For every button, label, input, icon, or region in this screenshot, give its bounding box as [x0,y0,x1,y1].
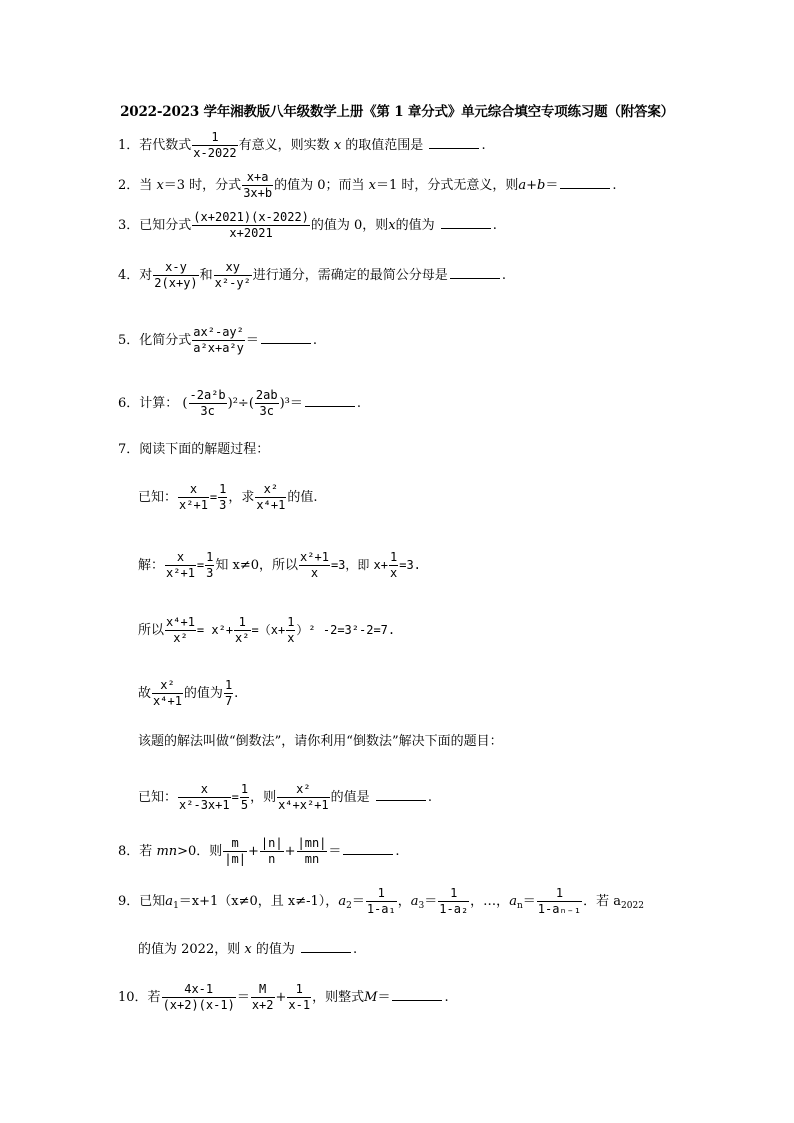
answer-blank[interactable] [392,999,442,1001]
question-3: 3．已知分式 $\frac{(x+2021)(x-2022)}{x+2021}$ 的值为 0，则x的值为 . [118,210,497,240]
question-7: 7．阅读下面的解题过程： [118,442,270,457]
q6-fraction-2: $\frac{2ab}{3c}$ [255,388,278,418]
question-9-line-2: 的值为 2022，则 x 的值为 . [138,942,358,957]
q2-fraction: $\frac{x+a}{3x+b}$ [243,170,273,200]
answer-blank[interactable] [305,405,355,407]
q1-number: 1． [118,138,140,153]
answer-blank[interactable] [450,277,500,279]
answer-blank[interactable] [429,147,479,149]
question-4: 4．对 $\frac{x-y}{2(x+y)}$ 和 $\frac{xy}{\text{x²-y²}}$ 进行通分，需确定的最简公分母是 . [118,260,506,290]
q7-method: 该题的解法叫做“倒数法”，请你利用“倒数法”解决下面的题目： [138,734,503,749]
q4-fraction-1: $\frac{x-y}{2(x+y)}$ [154,260,198,290]
answer-blank[interactable] [261,342,311,344]
answer-blank[interactable] [560,187,610,189]
q1-fraction: $\frac{1}{x-2022}$ [193,130,237,160]
question-8: 8．若 mn>0．则 $\frac{m}{|m|}$ + $\frac{|n|}{n}$ + $\frac{|mn|}{mn}$ ＝ . [118,836,400,866]
question-10: 10．若 $\frac{4x-1}{(x+2)(x-1)}$ ＝ $\frac{M}{x+2}$ + $\frac{1}{x-1}$ ，则整式M＝ . [118,982,449,1012]
q7-exercise: 已知： $\frac{x}{\text{x²-3x+1}}$ = $\frac{1}{5}$ ，则 $\frac{\text{x²}}{\text{x⁴+x²+1}}$ 的值是 . [138,782,432,812]
answer-blank[interactable] [376,799,426,801]
page-title: 2022-2023 学年湘教版八年级数学上册《第 1 章分式》单元综合填空专项练习题（附答案） [120,104,674,120]
question-6: 6．计算： ( $\frac{\text{-2a²b}}{3c}$ )²÷( $\frac{2ab}{3c}$ )³＝ . [118,388,362,418]
question-9: 9．已知$a_1=x+1(x\ne 0$，且 x≠-1），$a_2=$ $\frac{1}{\text{1-a₁}}$ ，$a_3=$ $\frac{1}{\text{1-a₂}}$ ，…，$a_n=$ $\frac{1}{\text{1-aₙ₋₁}}$ ．若 $a_{2022}$ [118,886,644,916]
q7-solution: 解： $\frac{x}{\text{x²+1}}$ = $\frac{1}{3}$ 知 x≠0，所以 $\frac{\text{x²+1}}{x}$ =3，即 x+ $\frac{1}{x}$ =3. [138,550,421,580]
question-1: 1．若代数式 $\frac{1}{x-2022}$ 有意义，则实数 x 的取值范围是 . [118,130,486,160]
answer-blank[interactable] [301,951,351,953]
answer-blank[interactable] [343,853,393,855]
q5-fraction: $\frac{\text{ax²-ay²}}{\text{a²x+a²y}}$ [193,325,244,355]
question-5: 5．化简分式 $\frac{\text{ax²-ay²}}{\text{a²x+a²y}}$ ＝ . [118,325,318,355]
q7-thus: 故 $\frac{\text{x²}}{\text{x⁴+1}}$ 的值为 $\frac{1}{7}$ . [138,678,239,708]
q6-fraction-1: $\frac{\text{-2a²b}}{3c}$ [189,388,226,418]
q7-given: 已知： $\frac{x}{\text{x²+1}}$ = $\frac{1}{3}$ ，求 $\frac{\text{x²}}{\text{x⁴+1}}$ 的值. [138,482,318,512]
q3-fraction: $\frac{(x+2021)(x-2022)}{x+2021}$ [193,210,309,240]
q7-so: 所以 $\frac{\text{x⁴+1}}{\text{x²}}$ = x²+ $\frac{1}{\text{x²}}$ =（x+ $\frac{1}{x}$ ）² -2=3²-2=7. [138,615,396,645]
answer-blank[interactable] [441,227,491,229]
question-2: 2．当 x＝3 时，分式 $\frac{x+a}{3x+b}$ 的值为 0；而当 x＝1 时，分式无意义，则a+b＝ . [118,170,617,200]
q4-fraction-2: $\frac{xy}{\text{x²-y²}}$ [214,260,251,290]
